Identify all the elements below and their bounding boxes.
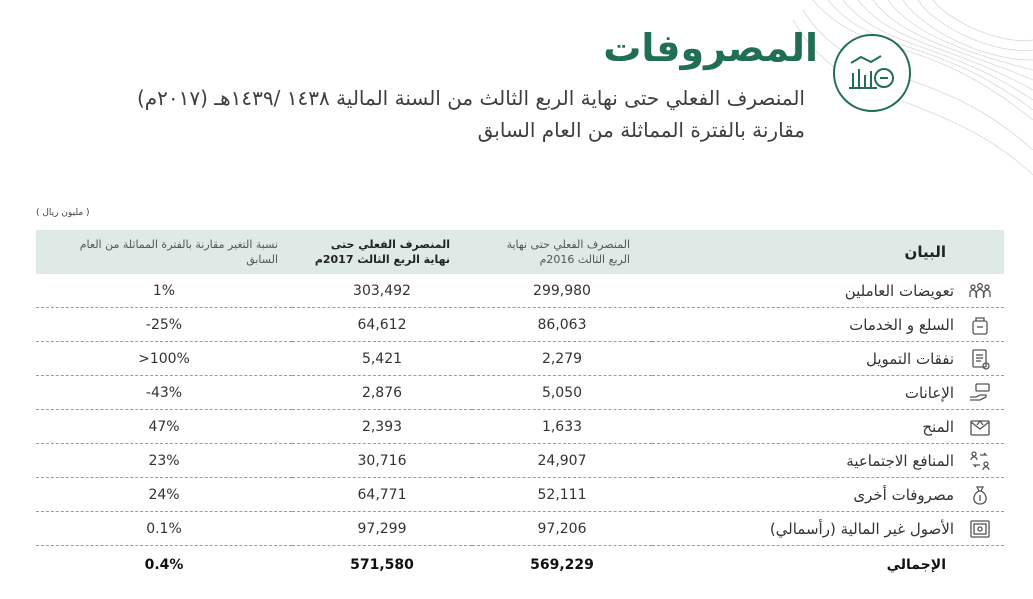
cell-2016: 2,279 <box>472 342 652 376</box>
cell-2017: 5,421 <box>292 342 472 376</box>
unit-note: ( مليون ريال ) <box>36 208 90 218</box>
page-title: المصروفات <box>603 26 818 70</box>
row-label: السلع و الخدمات <box>849 315 954 334</box>
cell-change: 0.1% <box>36 512 292 546</box>
expenses-table <box>36 230 1004 584</box>
document-icon <box>968 347 992 371</box>
total-2016: 569,229 <box>530 557 594 573</box>
total-row <box>36 546 1004 585</box>
social-exchange-icon <box>968 449 992 473</box>
total-2017: 571,580 <box>350 557 414 573</box>
header-label: البيان <box>652 230 1004 274</box>
cell-2016: 1,633 <box>472 410 652 444</box>
cell-2016: 52,111 <box>472 478 652 512</box>
header-change: نسبة التغير مقارنة بالفترة المماثلة من العام السابق <box>36 230 292 274</box>
row-label: الأصول غير المالية (رأسمالي) <box>769 519 954 538</box>
subtitle-line-1: المنصرف الفعلي حتى نهاية الربع الثالث من السنة المالية ١٤٣٨ /١٤٣٩هـ (٢٠١٧م) <box>136 86 805 110</box>
cell-2017: 303,492 <box>292 274 472 308</box>
goods-icon <box>968 313 992 337</box>
cell-change: -25% <box>36 308 292 342</box>
safe-icon <box>968 517 992 541</box>
cell-change: 24% <box>36 478 292 512</box>
cell-change: 1% <box>36 274 292 308</box>
table-header-row <box>36 230 1004 274</box>
row-label: تعويضات العاملين <box>844 281 954 300</box>
cell-2017: 30,716 <box>292 444 472 478</box>
envelope-icon <box>968 415 992 439</box>
row-label: نفقات التمويل <box>865 349 954 368</box>
cell-2017: 64,771 <box>292 478 472 512</box>
row-label: مصروفات أخرى <box>853 485 954 504</box>
cell-2017: 64,612 <box>292 308 472 342</box>
cell-2016: 97,206 <box>472 512 652 546</box>
table-row <box>36 512 1004 546</box>
cell-2017: 97,299 <box>292 512 472 546</box>
total-change: 0.4% <box>144 557 184 573</box>
header-2017: المنصرف الفعلي حتى نهاية الربع الثالث 2017م <box>292 230 472 274</box>
cell-2016: 5,050 <box>472 376 652 410</box>
table-row <box>36 478 1004 512</box>
money-bag-icon <box>968 483 992 507</box>
cell-change: 23% <box>36 444 292 478</box>
cell-change: >100% <box>36 342 292 376</box>
header-2016: المنصرف الفعلي حتى نهاية الربع الثالث 2016م <box>472 230 652 274</box>
subsidy-hand-icon <box>968 381 992 405</box>
cell-2016: 299,980 <box>472 274 652 308</box>
row-label: المنافع الاجتماعية <box>846 451 954 470</box>
people-icon <box>968 279 992 303</box>
table-row <box>36 308 1004 342</box>
cell-change: -43% <box>36 376 292 410</box>
row-label: المنح <box>922 417 954 436</box>
chart-magnifier-icon <box>833 34 911 112</box>
table-row <box>36 444 1004 478</box>
subtitle-line-2: مقارنة بالفترة المماثلة من العام السابق <box>477 118 805 142</box>
cell-2017: 2,393 <box>292 410 472 444</box>
table-row <box>36 376 1004 410</box>
cell-change: 47% <box>36 410 292 444</box>
table-row <box>36 342 1004 376</box>
table-row <box>36 410 1004 444</box>
cell-2017: 2,876 <box>292 376 472 410</box>
page-subtitle <box>137 82 805 146</box>
table-row <box>36 274 1004 308</box>
row-label: الإعانات <box>904 383 954 402</box>
total-label: الإجمالي <box>886 557 946 573</box>
cell-2016: 86,063 <box>472 308 652 342</box>
cell-2016: 24,907 <box>472 444 652 478</box>
